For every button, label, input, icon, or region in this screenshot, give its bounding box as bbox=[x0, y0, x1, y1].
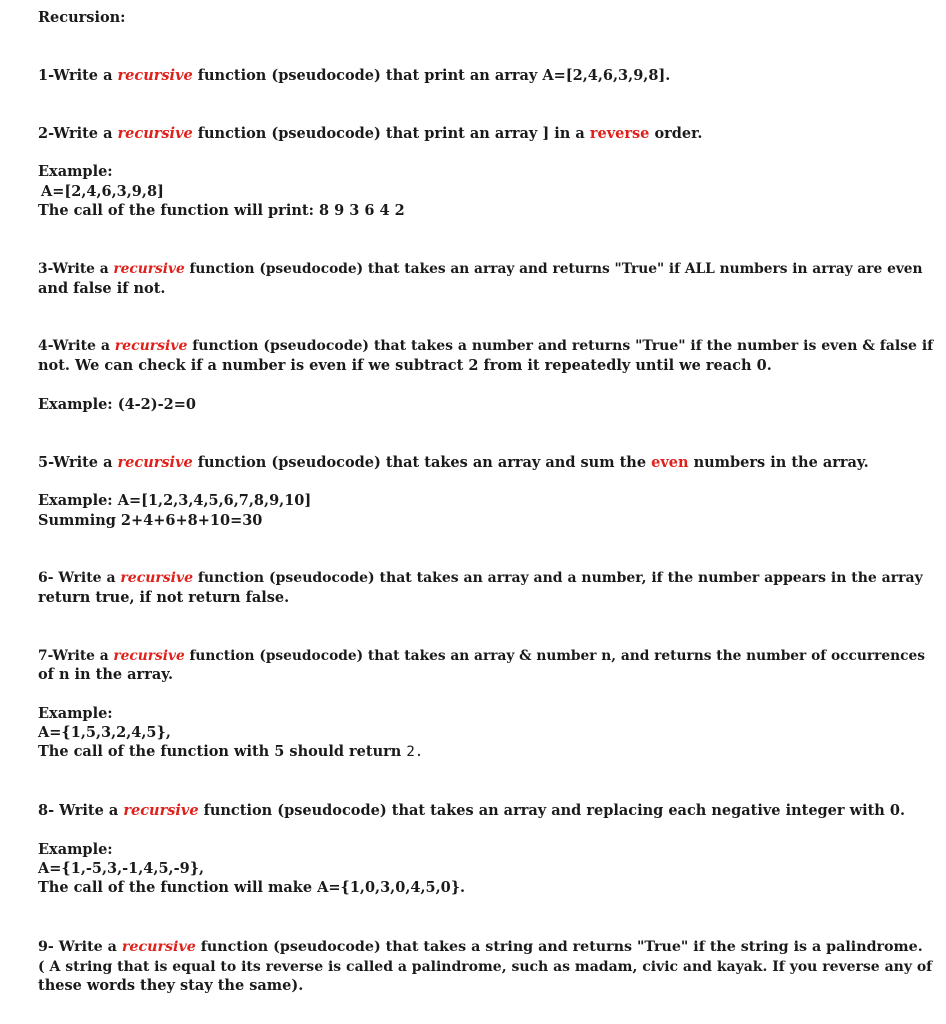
question-7-example-call-text: The call of the function with 5 should return bbox=[38, 743, 407, 760]
question-2-example-output: The call of the function will print: 8 9 3 6 4 2 bbox=[38, 202, 405, 219]
question-2-example-label: Example: bbox=[38, 163, 113, 180]
keyword-recursive: recursive bbox=[121, 939, 196, 955]
question-4-prefix: 4-Write a bbox=[38, 338, 115, 354]
question-1 bbox=[38, 66, 670, 86]
question-6-text: function (pseudocode) that takes an array and a number, if the number appears in the array bbox=[193, 570, 923, 586]
question-4-example: Example: (4-2)-2=0 bbox=[38, 396, 196, 413]
question-4-text: function (pseudocode) that takes a number and returns "True" if the number is even & false if bbox=[187, 338, 934, 354]
question-5-text: function (pseudocode) that takes an array and sum the bbox=[192, 454, 652, 471]
question-4 bbox=[38, 336, 933, 356]
keyword-recursive: recursive bbox=[123, 802, 199, 819]
question-7 bbox=[38, 646, 925, 666]
keyword-reverse: reverse bbox=[589, 125, 650, 142]
question-7-example-array: A={1,5,3,2,4,5}, bbox=[38, 724, 171, 741]
question-3-line-2: and false if not. bbox=[38, 280, 166, 297]
question-7-prefix: 7-Write a bbox=[38, 648, 114, 664]
question-3-text: function (pseudocode) that takes an array and returns "True" if ALL numbers in array are even bbox=[184, 261, 923, 277]
question-8 bbox=[38, 801, 905, 821]
question-8-prefix: 8- Write a bbox=[38, 802, 124, 819]
question-9-text: function (pseudocode) that takes a string and returns "True" if the string is a palindrome. bbox=[195, 939, 923, 955]
question-7-example-call bbox=[38, 742, 423, 762]
keyword-recursive: recursive bbox=[117, 125, 193, 142]
question-3 bbox=[38, 259, 923, 279]
question-2-text-end: order. bbox=[649, 125, 703, 142]
keyword-recursive: recursive bbox=[117, 454, 193, 471]
page-title: Recursion: bbox=[38, 9, 126, 26]
keyword-recursive: recursive bbox=[117, 67, 193, 84]
question-5-prefix: 5-Write a bbox=[38, 454, 118, 471]
question-8-example-array: A={1,-5,3,-1,4,5,-9}, bbox=[38, 860, 205, 877]
keyword-recursive: recursive bbox=[113, 648, 185, 664]
question-5-text-end: numbers in the array. bbox=[688, 454, 869, 471]
question-5-example-sum: Summing 2+4+6+8+10=30 bbox=[38, 512, 263, 529]
question-9-line-3: these words they stay the same). bbox=[38, 977, 304, 994]
question-6 bbox=[38, 568, 923, 588]
question-7-text: function (pseudocode) that takes an array & number n, and returns the number of occurrences bbox=[184, 648, 925, 664]
question-4-line-2: not. We can check if a number is even if we subtract 2 from it repeatedly until we reach 0. bbox=[38, 357, 772, 374]
question-9-line-2: ( A string that is equal to its reverse is called a palindrome, such as madam, civic and kayak. If you reverse any of bbox=[38, 959, 933, 975]
question-8-example-result: The call of the function will make A={1,0,3,0,4,5,0}. bbox=[38, 879, 466, 896]
question-7-example-value: 2. bbox=[406, 744, 424, 760]
question-2-example-array: A=[2,4,6,3,9,8] bbox=[41, 183, 164, 200]
question-2 bbox=[38, 124, 702, 144]
question-2-text: function (pseudocode) that print an array ] in a bbox=[192, 125, 590, 142]
question-9 bbox=[38, 937, 923, 957]
keyword-recursive: recursive bbox=[114, 338, 188, 354]
question-5 bbox=[38, 453, 869, 473]
question-9-prefix: 9- Write a bbox=[38, 939, 122, 955]
question-8-example-label: Example: bbox=[38, 841, 113, 858]
question-6-prefix: 6- Write a bbox=[38, 570, 121, 586]
question-5-example-array: Example: A=[1,2,3,4,5,6,7,8,9,10] bbox=[38, 492, 312, 509]
keyword-even: even bbox=[651, 454, 689, 471]
question-6-line-2: return true, if not return false. bbox=[38, 589, 290, 606]
question-7-line-2: of n in the array. bbox=[38, 666, 174, 683]
question-7-example-label: Example: bbox=[38, 705, 113, 722]
question-1-text: function (pseudocode) that print an array A=[2,4,6,3,9,8]. bbox=[192, 67, 671, 84]
keyword-recursive: recursive bbox=[113, 261, 185, 277]
question-8-text: function (pseudocode) that takes an array and replacing each negative integer with 0. bbox=[198, 802, 906, 819]
question-2-prefix: 2-Write a bbox=[38, 125, 118, 142]
question-3-prefix: 3-Write a bbox=[38, 261, 114, 277]
question-1-prefix: 1-Write a bbox=[38, 67, 118, 84]
keyword-recursive: recursive bbox=[120, 570, 194, 586]
